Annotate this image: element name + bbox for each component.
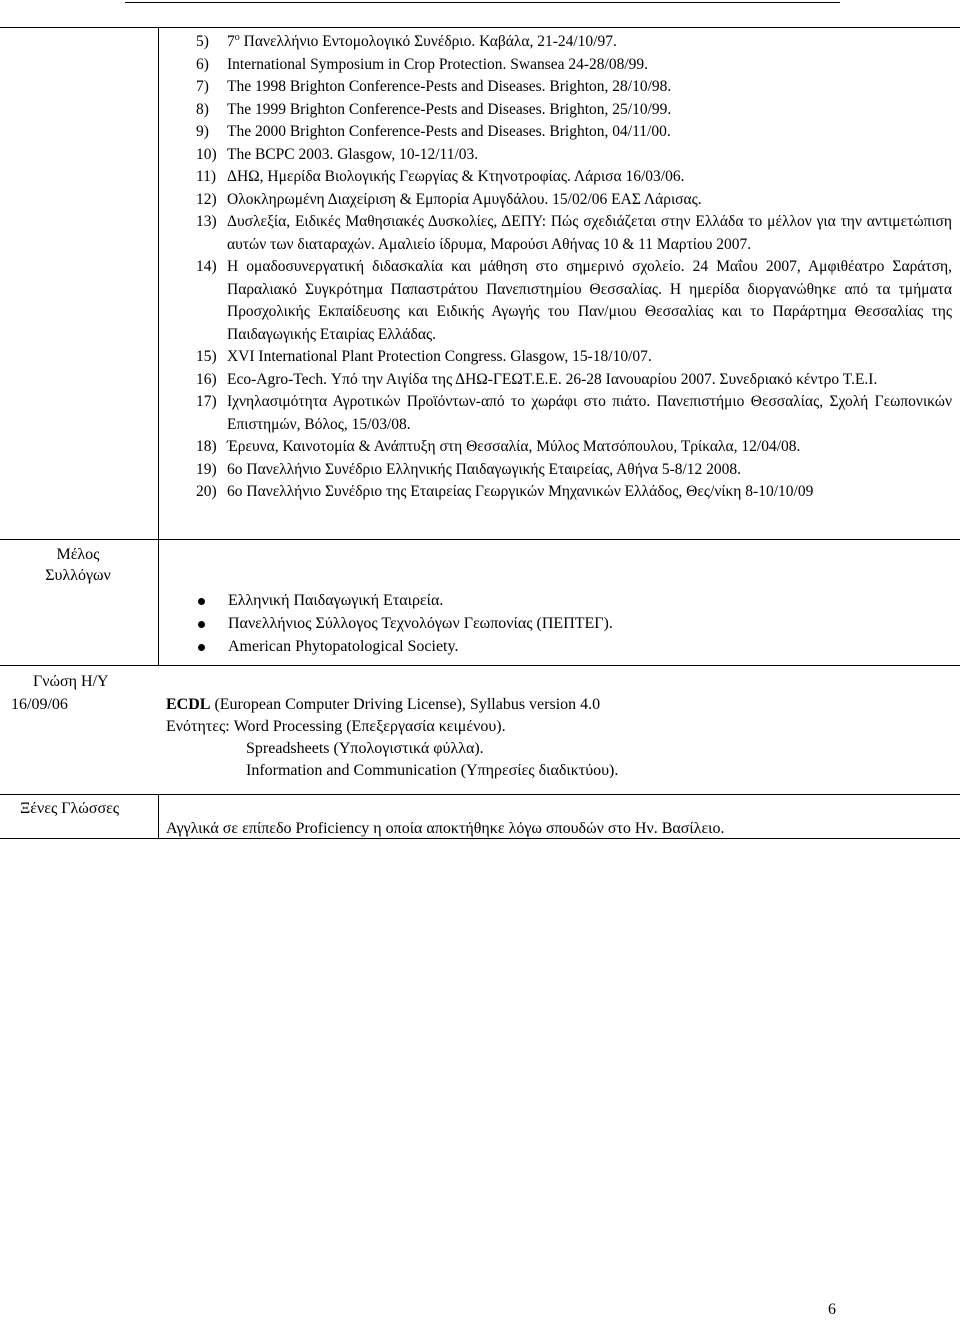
conference-item	[196, 31, 952, 54]
membership-label-line1: Μέλος	[56, 546, 100, 563]
conference-number: 11)	[196, 168, 217, 185]
computer-heading: Γνώση Η/Υ	[33, 673, 109, 690]
languages-text: Αγγλικά σε επίπεδο Proficiency η οποία αποκτήθηκε λόγω σπουδών στο Ην. Βασίλειο.	[166, 820, 725, 837]
conference-item	[196, 144, 952, 167]
conference-number: 14)	[196, 258, 217, 275]
row-divider-computer	[0, 794, 960, 795]
ecdl-title: ECDL	[166, 696, 211, 713]
conference-text: 6ο Πανελλήνιο Συνέδριο της Εταιρείας Γεωργικών Μηχανικών Ελλάδος, Θες/νίκη 8-10/10/09	[227, 483, 814, 500]
conference-item	[196, 121, 952, 144]
bullet-icon	[198, 621, 205, 628]
conference-number: 9)	[196, 123, 209, 140]
conference-number: 10)	[196, 145, 217, 163]
membership-label-line2: Συλλόγων	[45, 567, 111, 584]
membership-item: American Phytopatological Society.	[228, 638, 459, 655]
membership-label	[28, 544, 128, 586]
table-top-border	[0, 27, 960, 28]
conference-text: International Symposium in Crop Protection. Swansea 24-28/08/99.	[227, 55, 649, 73]
conference-item	[196, 391, 952, 436]
list-item	[228, 590, 443, 612]
conference-item	[196, 346, 952, 369]
ordinal-superscript: ο	[234, 31, 240, 43]
conference-number: 20)	[196, 483, 217, 500]
conference-text: Eco-Agro-Tech. Υπό την Αιγίδα της ΔΗΩ-ΓΕΩΤ.Ε.Ε. 26-28 Ιανουαρίου 2007. Συνεδριακό κέντρο Τ.Ε.Ι.	[227, 370, 878, 388]
conference-text: Έρευνα, Καινοτομία & Ανάπτυξη στη Θεσσαλία, Μύλος Ματσόπουλου, Τρίκαλα, 12/04/08.	[227, 438, 801, 455]
conference-number: 19)	[196, 460, 217, 478]
conference-text: The BCPC 2003. Glasgow, 10-12/11/03.	[227, 145, 479, 163]
conference-number: 15)	[196, 348, 217, 365]
conference-number: 8)	[196, 100, 209, 118]
conference-number: 13)	[196, 213, 217, 230]
conference-item	[196, 459, 952, 482]
conference-text: 6ο Πανελλήνιο Συνέδριο Ελληνικής Παιδαγωγικής Εταιρείας, Αθήνα 5-8/12 2008.	[227, 460, 742, 478]
conference-text: Πανελλήνιο Εντομολογικό Συνέδριο. Καβάλα, 21-24/10/97.	[239, 33, 617, 50]
conference-item	[196, 369, 952, 392]
conference-ordinal: 7	[227, 33, 235, 50]
conference-number: 7)	[196, 78, 209, 95]
bullet-icon	[198, 644, 205, 651]
ecdl-details: (European Computer Driving License), Syllabus version 4.0	[210, 696, 601, 713]
conference-text: Ολοκληρωμένη Διαχείριση & Εμπορία Αμυγδάλου. 15/02/06 ΕΑΣ Λάρισας.	[227, 190, 702, 208]
page-number: 6	[828, 1301, 836, 1318]
membership-item: Πανελλήνιος Σύλλογος Τεχνολόγων Γεωπονίας (ΠΕΠΤΕΓ).	[228, 615, 613, 632]
row-divider-membership	[0, 665, 960, 666]
conference-item	[196, 54, 952, 77]
conference-item	[196, 166, 952, 189]
top-rule	[125, 2, 840, 3]
module-item: Information and Communication (Υπηρεσίες διαδικτύου).	[246, 762, 619, 779]
conference-item	[196, 436, 952, 459]
conference-item	[196, 211, 952, 256]
list-item	[228, 636, 458, 658]
conference-text: The 1999 Brighton Conference-Pests and Diseases. Brighton, 25/10/99.	[227, 100, 672, 118]
computer-date: 16/09/06	[11, 696, 68, 713]
conference-number: 12)	[196, 190, 217, 208]
modules-label: Ενότητες:	[166, 718, 234, 735]
conference-text: Η ομαδοσυνεργατική διδασκαλία και μάθηση στο σημερινό σχολείο. 24 Μαΐου 2007, Αμφιθέατρο Σαράτση, Παραλιακό Συγκρότημα Παπαστράτου Πανεπιστημίου Θεσσαλίας. Η ημερίδα διοργανώθηκε από τα τμήματα Προσχολικής Εκπαίδευσης και Ειδικής Αγωγής του Παν/μιου Θεσσαλίας και το Παράρτημα Θεσσαλίας της Παιδαγωγικής Εταιρίας Ελλάδας.	[227, 258, 952, 343]
conference-item	[196, 189, 952, 212]
ecdl-line	[166, 694, 600, 716]
list-item	[228, 613, 613, 635]
modules-line	[166, 716, 506, 738]
conference-text: The 2000 Brighton Conference-Pests and Diseases. Brighton, 04/11/00.	[227, 123, 671, 140]
conference-item	[196, 481, 952, 504]
conference-number: 16)	[196, 370, 217, 388]
module-item: Word Processing (Επεξεργασία κειμένου).	[233, 718, 506, 735]
languages-label: Ξένες Γλώσσες	[20, 800, 120, 817]
conference-text: XVI International Plant Protection Congress. Glasgow, 15-18/10/07.	[227, 348, 652, 365]
conference-text: ΔΗΩ, Ημερίδα Βιολογικής Γεωργίας & Κτηνοτροφίας. Λάρισα 16/03/06.	[227, 168, 685, 185]
conference-item	[196, 256, 952, 346]
conference-text: Ιχνηλασιμότητα Αγροτικών Προϊόντων-από το χωράφι στο πιάτο. Πανεπιστήμιο Θεσσαλίας, Σχολή Γεωπονικών Επιστημών, Βόλος, 15/03/08.	[227, 393, 952, 433]
conference-item	[196, 76, 952, 99]
membership-item: Ελληνική Παιδαγωγική Εταιρεία.	[228, 592, 444, 609]
conference-text: The 1998 Brighton Conference-Pests and Diseases. Brighton, 28/10/98.	[227, 78, 672, 95]
column-divider-upper	[158, 27, 159, 665]
conference-number: 6)	[196, 55, 209, 73]
module-item: Spreadsheets (Υπολογιστικά φύλλα).	[246, 740, 484, 757]
conference-item	[196, 99, 952, 122]
conference-number: 18)	[196, 438, 217, 455]
bullet-icon	[198, 598, 205, 605]
row-divider-conferences	[0, 539, 960, 540]
column-divider-lower	[158, 794, 159, 838]
conference-number: 5)	[196, 33, 209, 50]
conference-text: Δυσλεξία, Ειδικές Μαθησιακές Δυσκολίες, ΔΕΠΥ: Πώς σχεδιάζεται στην Ελλάδα το μέλλον για την αντιμετώπιση αυτών των διαταραχών. Αμαλιείο ίδρυμα, Μαρούσι Αθήνας 10 & 11 Μαρτίου 2007.	[227, 213, 952, 253]
conference-number: 17)	[196, 393, 217, 410]
